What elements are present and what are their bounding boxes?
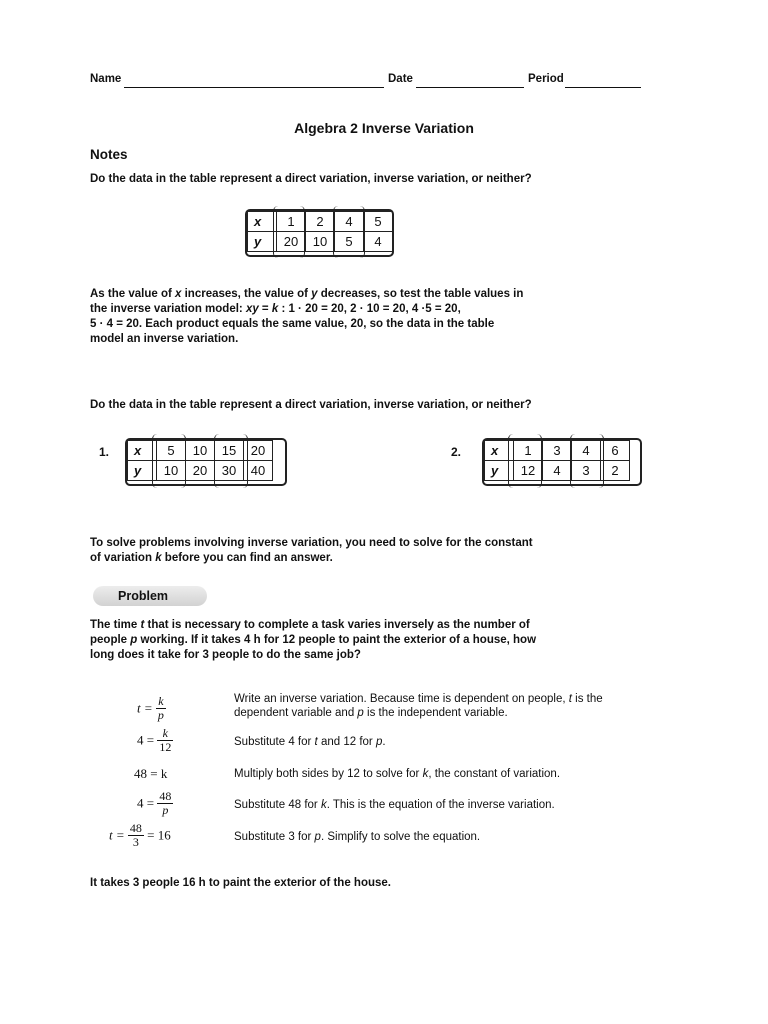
table-cell: 10 xyxy=(186,441,215,461)
practice-1-number: 1. xyxy=(99,445,110,459)
explanation-line: model an inverse variation. xyxy=(90,333,239,345)
table-cell: 2 xyxy=(306,212,335,232)
constant-note xyxy=(90,536,560,566)
table-cell: 15 xyxy=(215,441,244,461)
notes-heading: Notes xyxy=(90,147,128,162)
table-cell: 1 xyxy=(514,441,543,461)
step-3-description: Multiply both sides by 12 to solve for k, the constant of variation. xyxy=(234,768,561,780)
table-cell: 4 xyxy=(364,232,393,252)
table-cell: 5 xyxy=(364,212,393,232)
table-cell: 4 xyxy=(543,461,572,481)
table-cell: 1 xyxy=(277,212,306,232)
table-cell: 10 xyxy=(157,461,186,481)
table-cell: 5 xyxy=(157,441,186,461)
period-blank[interactable] xyxy=(565,87,641,88)
table-cell: 40 xyxy=(244,461,273,481)
practice-1-y-label: y xyxy=(128,461,157,481)
conclusion: It takes 3 people 16 h to paint the exterior of the house. xyxy=(90,877,391,889)
statement-line: The time t that is necessary to complete a task varies inversely as the number of xyxy=(90,619,530,631)
step-2-equation: 4 = $\frac{k}{12}$ xyxy=(137,726,172,754)
practice-2-number: 2. xyxy=(451,445,462,459)
table-cell: 3 xyxy=(543,441,572,461)
table-cell: 4 xyxy=(572,441,601,461)
table-cell: 5 xyxy=(335,232,364,252)
step-2-description: Substitute 4 for t and 12 for p. xyxy=(234,736,386,748)
table-cell: 4 xyxy=(335,212,364,232)
table-cell: 12 xyxy=(514,461,543,481)
explanation-line: 5 · 4 = 20. Each product equals the same value, 20, so the data in the table xyxy=(90,318,495,330)
practice-2-y-label: y xyxy=(485,461,514,481)
problem-statement xyxy=(90,618,570,663)
example-question: Do the data in the table represent a direct variation, inverse variation, or neither? xyxy=(90,173,532,185)
table-cell: 3 xyxy=(572,461,601,481)
explanation-line: As the value of x increases, the value of y decreases, so test the table values in xyxy=(90,288,524,300)
explanation-line: the inverse variation model: xy = k : 1 · 20 = 20, 2 · 10 = 20, 4 ·5 = 20, xyxy=(90,303,461,315)
step-1-equation: t = $\frac{k}{p}$ xyxy=(137,694,164,722)
note-line: of variation k before you can find an answer. xyxy=(90,552,333,564)
step-3-equation: 48 = k xyxy=(134,766,168,782)
problem-label: Problem xyxy=(93,586,207,606)
table-cell: 20 xyxy=(186,461,215,481)
step-5-equation: t = $\frac{48}{3}$ = 16 xyxy=(109,821,171,849)
step-5-description: Substitute 3 for p. Simplify to solve the equation. xyxy=(234,831,481,843)
name-blank[interactable] xyxy=(124,87,384,88)
table-cell: 30 xyxy=(215,461,244,481)
table-cell: 10 xyxy=(306,232,335,252)
example-explanation xyxy=(90,287,560,347)
step-4-description: Substitute 48 for k. This is the equation of the inverse variation. xyxy=(234,799,555,811)
statement-line: people p working. If it takes 4 h for 12 people to paint the exterior of a house, how xyxy=(90,634,537,646)
table-cell: 6 xyxy=(601,441,630,461)
practice-question: Do the data in the table represent a direct variation, inverse variation, or neither? xyxy=(90,399,532,411)
step-4-equation: 4 = $\frac{48}{p}$ xyxy=(137,789,172,817)
table-cell: 20 xyxy=(244,441,273,461)
practice-1-x-label: x xyxy=(128,441,157,461)
date-blank[interactable] xyxy=(416,87,524,88)
table-cell: 20 xyxy=(277,232,306,252)
example-y-label: y xyxy=(248,232,277,252)
practice-2-x-label: x xyxy=(485,441,514,461)
page-title: Algebra 2 Inverse Variation xyxy=(294,120,474,136)
note-line: To solve problems involving inverse variation, you need to solve for the constant xyxy=(90,537,533,549)
date-label: Date xyxy=(388,73,413,85)
table-cell: 2 xyxy=(601,461,630,481)
name-label: Name xyxy=(90,73,122,85)
statement-line: long does it take for 3 people to do the same job? xyxy=(90,649,361,661)
period-label: Period xyxy=(528,73,564,85)
step-1-description: Write an inverse variation. Because time is dependent on people, t is the dependent variable and p is the independent variable. xyxy=(234,693,603,719)
example-x-label: x xyxy=(248,212,277,232)
